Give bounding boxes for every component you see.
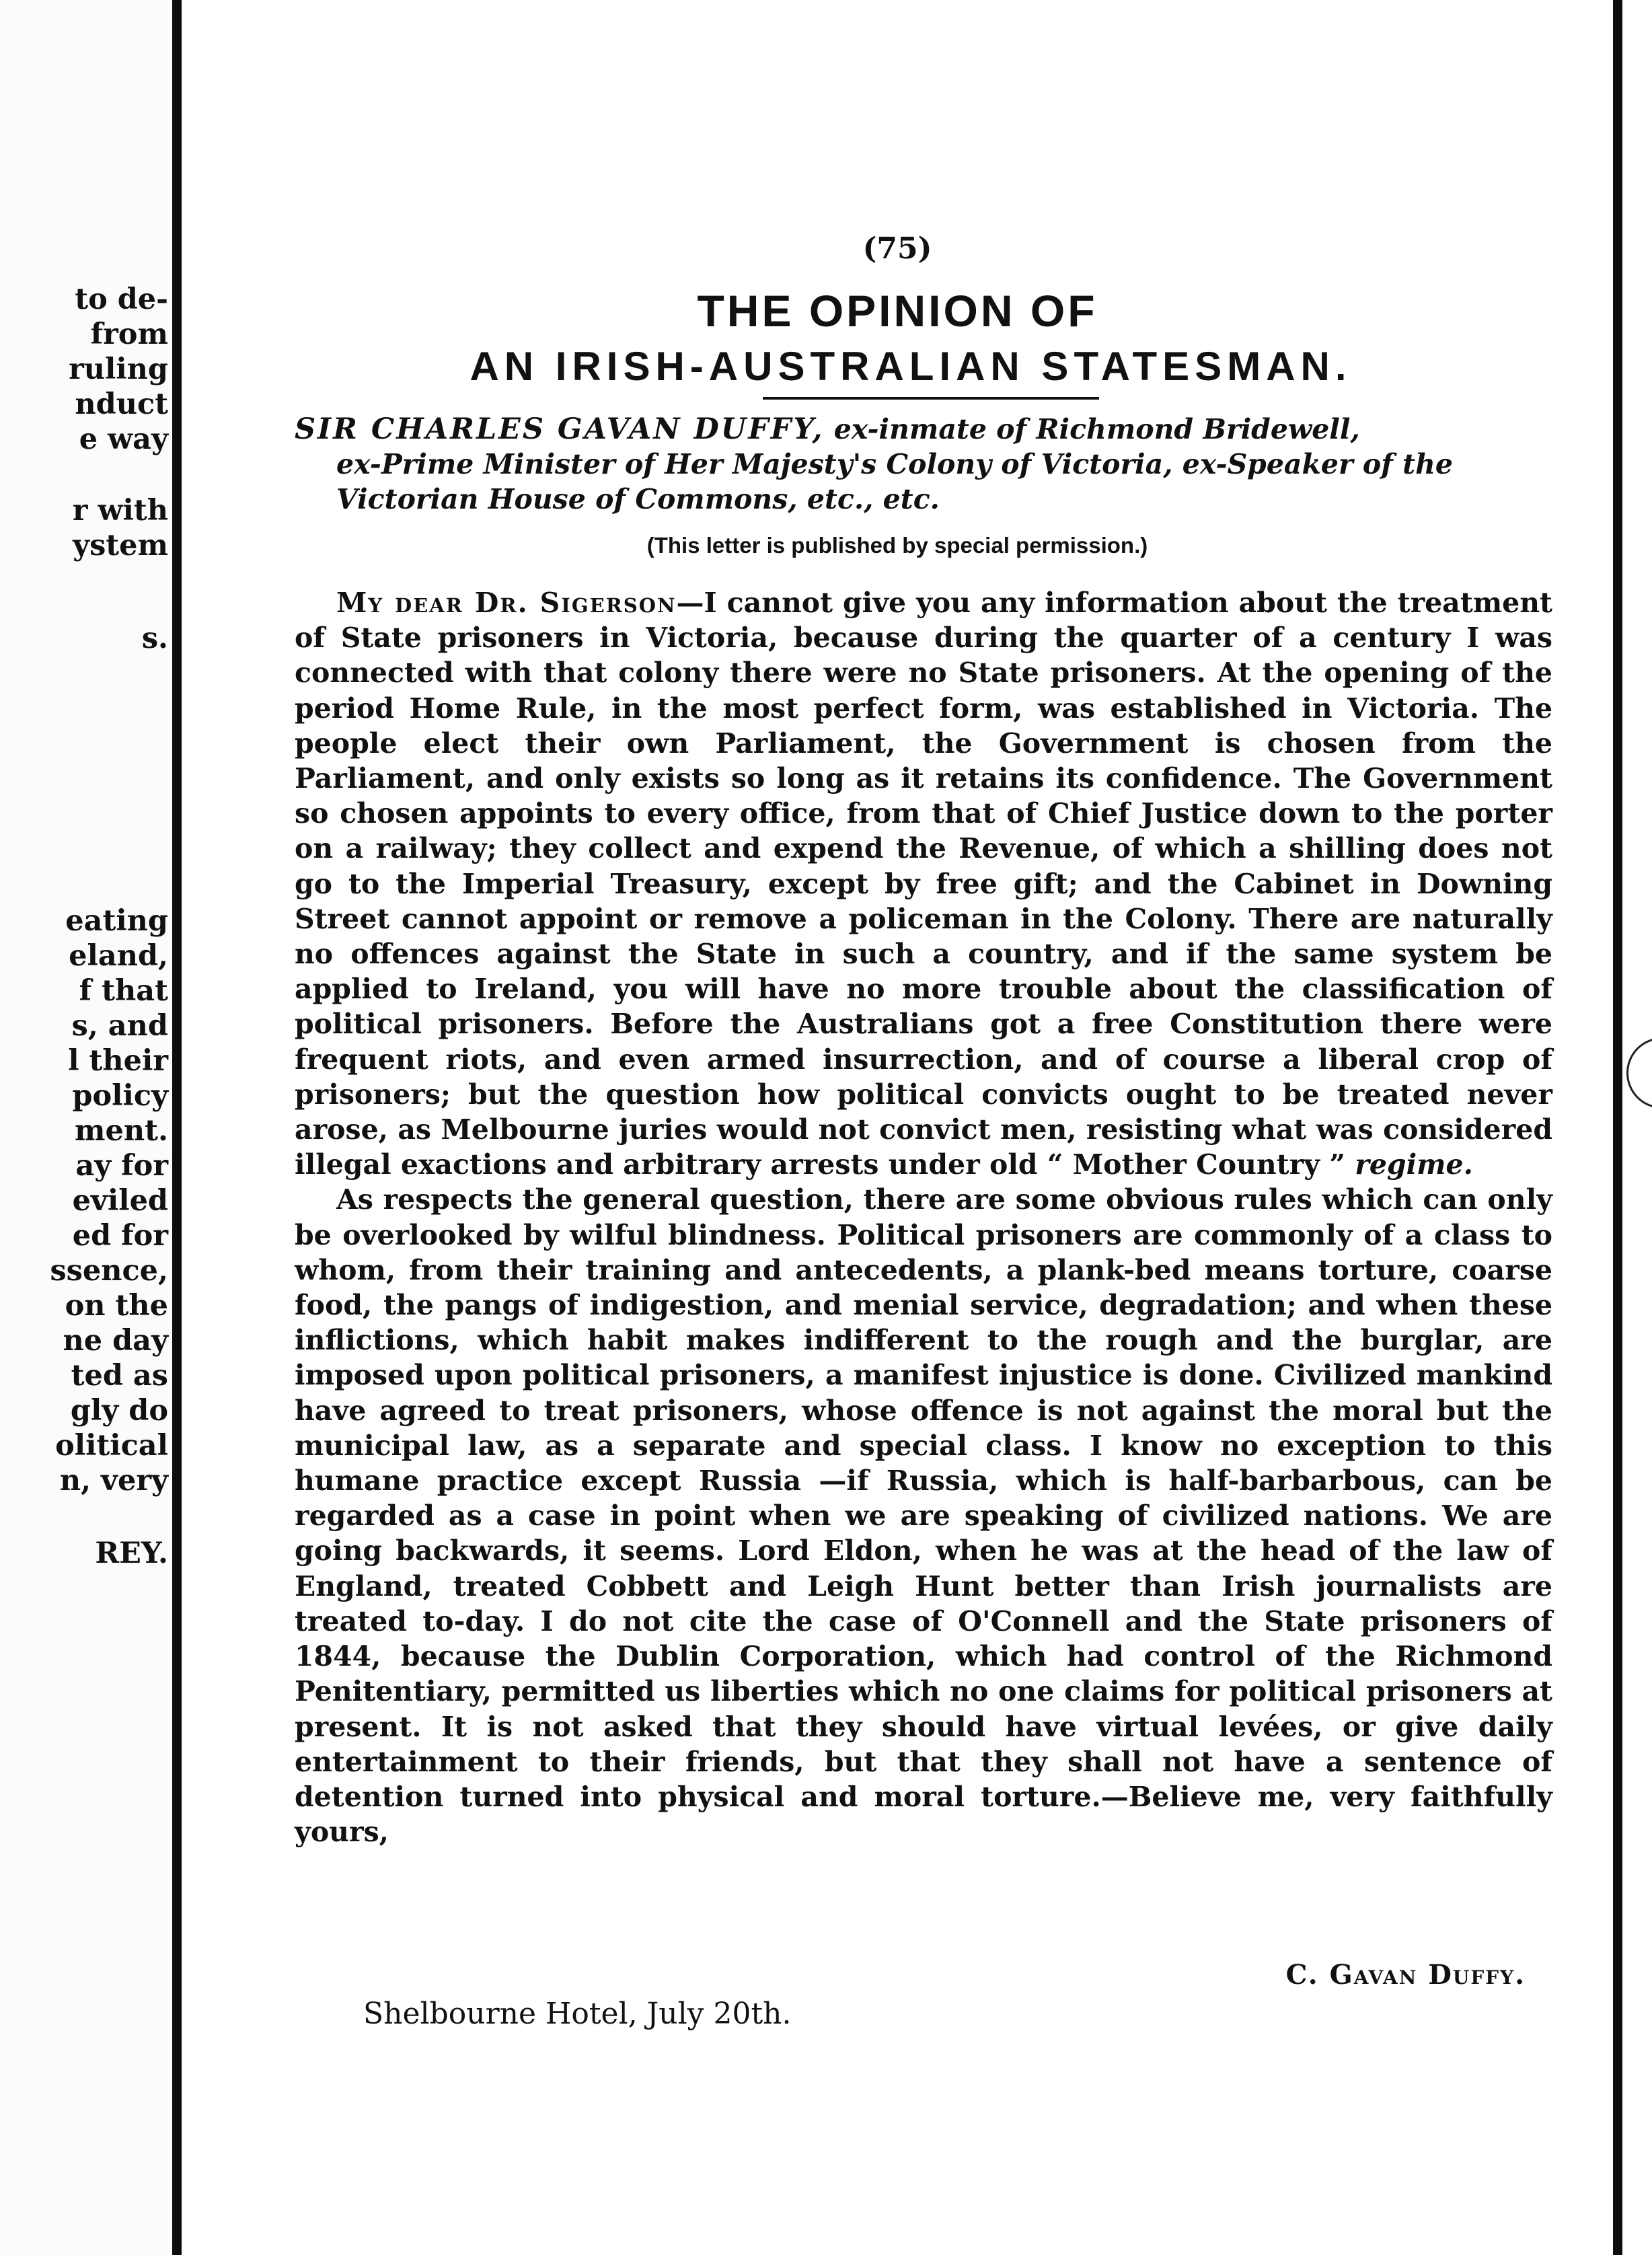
previous-page-text-fragment: e way (79, 422, 168, 456)
letter-paragraph-2: As respects the general question, there are some obvious rules which can only be overlooked by wilful blindness. Political prisoners are commonly of a class to whom, from their training and antecedents, a plank-bed means torture, coarse food, the pangs of indigestion, and menial service, degradation; and when these inflictions, which habit makes indifferent to the rough and the burglar, are imposed upon political prisoners, a manifest injustice is done. Civilized mankind have agreed to treat prisoners, whose offence is not against the moral but the municipal law, as a separate and special class. I know no exception to this humane practice except Russia —if Russia, which is half-barbarbous, can be regarded as a case in point when we are speaking of civilized nations. We are going backwards, it seems. Lord Eldon, when he was at the head of the law of England, treated Cobbett and Leigh Hunt better than Irish journalists are treated to-day. I do not cite the case of O'Connell and the State prisoners of 1844, because the Dublin Corporation, which had control of the Richmond Penitentiary, permitted us liberties which no one claims for political prisoners at present. It is not asked that they should have virtual levées, or give daily entertainment to their friends, but that they shall not have a sentence of detention turned into physical and moral torture.—Believe me, very faithfully yours, (295, 1183, 1552, 1849)
right-margin (1622, 0, 1652, 2255)
signature: C. Gavan Duffy. (1285, 1959, 1526, 1991)
author-name: SIR CHARLES GAVAN DUFFY, (295, 412, 825, 446)
previous-page-text-fragment: l their (68, 1044, 168, 1078)
author-line-1 (295, 412, 1559, 447)
salutation: My dear Dr. Sigerson (336, 587, 677, 619)
previous-page-text-fragment: ssence, (50, 1254, 168, 1288)
author-line-2: ex-Prime Minister of Her Majesty's Colony of Victoria, ex-Speaker of the (336, 448, 1453, 480)
author-byline (295, 412, 1559, 517)
previous-page-text-fragment: ed for (72, 1219, 168, 1253)
previous-page-text-fragment: eviled (72, 1184, 168, 1218)
previous-page-text-fragment: to de- (75, 283, 168, 316)
previous-page-text-fragment: n, very (59, 1464, 168, 1498)
previous-page-text-fragment: policy (72, 1079, 168, 1113)
previous-page-text-fragment: ruling (69, 353, 168, 386)
title-line-2: AN IRISH-AUSTRALIAN STATESMAN. (470, 344, 1352, 389)
letter-body (295, 585, 1552, 1849)
previous-page-text-fragment: ay for (75, 1149, 168, 1183)
previous-page-text-fragment: from (90, 318, 168, 351)
previous-page-text-fragment: eland, (69, 939, 168, 973)
previous-page-text-fragment: olitical (55, 1429, 168, 1463)
previous-page-text-fragment: s. (141, 622, 168, 655)
letter-paragraph-1 (295, 585, 1552, 1182)
previous-page-text-fragment: ment. (75, 1114, 168, 1148)
previous-page-text-fragment: s, and (71, 1009, 168, 1043)
author-line-1-rest: ex-inmate of Richmond Bridewell, (824, 413, 1360, 445)
page-binding-line (172, 0, 182, 2255)
author-line-3: Victorian House of Commons, etc., etc. (336, 483, 940, 515)
previous-page-text-fragment: r with (72, 494, 168, 527)
previous-page-text-fragment: gly do (70, 1394, 168, 1428)
previous-page-text-fragment: f that (79, 974, 168, 1008)
title-line-1: THE OPINION OF (697, 286, 1098, 336)
title-rule (763, 397, 1099, 400)
page-right-edge (1613, 0, 1622, 2255)
page-number: (75) (862, 231, 932, 266)
previous-page-text-fragment: REY. (95, 1537, 168, 1570)
dateline: Shelbourne Hotel, July 20th. (363, 1997, 792, 2031)
previous-page-text-fragment: ystem (73, 529, 168, 562)
document-page (182, 0, 1613, 2255)
previous-page-text-fragment: eating (65, 904, 168, 938)
previous-page-text-fragment: on the (65, 1289, 168, 1323)
paragraph-1-italic: regime. (1355, 1148, 1473, 1181)
previous-page-text-fragment: nduct (75, 387, 168, 421)
previous-page-text-fragment: ne day (63, 1324, 168, 1358)
publication-note: (This letter is published by special permission.) (646, 533, 1148, 558)
previous-page-fragment (0, 0, 172, 2255)
paragraph-1-text: —I cannot give you any information about the treatment of State prisoners in Victoria, because during the quarter of a century I was connected with that colony there were no State prisoners. At the opening of the period Home Rule, in the most perfect form, was established in Victoria. The people elect their own Parliament, the Government is chosen from the Parliament, and only exists so long as it retains its confidence. The Government so chosen appoints to every office, from that of Chief Justice down to the porter on a railway; they collect and expend the Revenue, of which a shilling does not go to the Imperial Treasury, except by free gift; and the Cabinet in Downing Street cannot appoint or remove a policeman in the Colony. There are naturally no offences against the State in such a country, and if the same system be applied to Ireland, you will have no more trouble about the classification of political prisoners. Before the Australians got a free Constitution there were frequent riots, and even armed insurrection, and of course a liberal crop of prisoners; but the question how political convicts ought to be treated never arose, as Melbourne juries would not convict men, resisting what was considered illegal exactions and arbitrary arrests under old “ Mother Country ” (295, 587, 1552, 1181)
previous-page-text-fragment: ted as (71, 1359, 168, 1393)
